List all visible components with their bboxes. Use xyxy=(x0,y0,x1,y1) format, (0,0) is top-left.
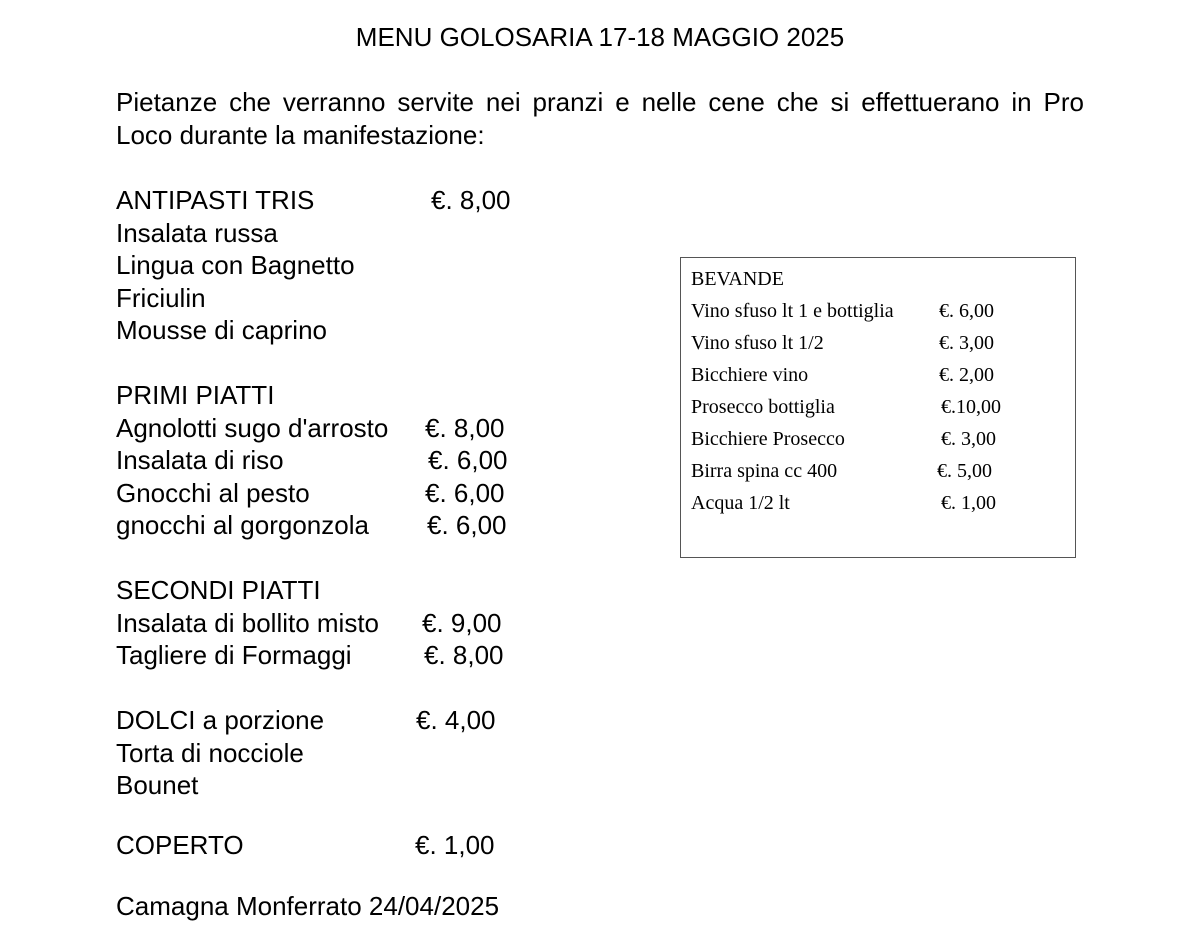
secondi-item: Insalata di bollito misto xyxy=(116,608,380,638)
antipasti-item: Lingua con Bagnetto xyxy=(116,250,355,280)
coperto-price: €. 1,00 xyxy=(415,830,495,860)
antipasti-price: €. 8,00 xyxy=(431,185,511,215)
antipasti-item: Insalata russa xyxy=(116,218,278,248)
bevande-item-price: €.10,00 xyxy=(941,396,1001,418)
bevande-item: Bicchiere vino xyxy=(691,364,809,386)
dolci-heading: DOLCI a porzione xyxy=(116,705,325,735)
dolci-price: €. 4,00 xyxy=(416,705,496,735)
dolci-item: Bounet xyxy=(116,770,199,800)
primi-item-price: €. 6,00 xyxy=(425,478,505,508)
bevande-item: Vino sfuso lt 1 e bottiglia xyxy=(691,300,894,322)
primi-item-price: €. 6,00 xyxy=(428,445,508,475)
bevande-item: Prosecco bottiglia xyxy=(691,396,835,418)
footer-place-date: Camagna Monferrato 24/04/2025 xyxy=(116,891,500,921)
page-title: MENU GOLOSARIA 17-18 MAGGIO 2025 xyxy=(355,22,845,52)
primi-item-price: €. 8,00 xyxy=(425,413,505,443)
bevande-item: Bicchiere Prosecco xyxy=(691,428,845,450)
secondi-item: Tagliere di Formaggi xyxy=(116,640,352,670)
antipasti-item: Friciulin xyxy=(116,283,206,313)
primi-heading: PRIMI PIATTI xyxy=(116,380,275,410)
secondi-item-price: €. 9,00 xyxy=(422,608,502,638)
secondi-heading: SECONDI PIATTI xyxy=(116,575,321,605)
primi-item: Insalata di riso xyxy=(116,445,284,475)
bevande-item-price: €. 5,00 xyxy=(937,460,992,482)
primi-item-price: €. 6,00 xyxy=(427,510,507,540)
secondi-item-price: €. 8,00 xyxy=(424,640,504,670)
bevande-item-price: €. 3,00 xyxy=(941,428,996,450)
bevande-box xyxy=(680,257,1076,558)
dolci-item: Torta di nocciole xyxy=(116,738,304,768)
coperto-label: COPERTO xyxy=(116,830,244,860)
intro-text: Pietanze che verranno servite nei pranzi e nelle cene che si effettuerano in Pro Loco durante la manifestazione: xyxy=(116,87,1084,150)
primi-item: Agnolotti sugo d'arrosto xyxy=(116,413,389,443)
primi-item: gnocchi al gorgonzola xyxy=(116,510,369,540)
bevande-item-price: €. 1,00 xyxy=(941,492,996,514)
bevande-heading: BEVANDE xyxy=(691,268,784,290)
antipasti-item: Mousse di caprino xyxy=(116,315,327,345)
bevande-item-price: €. 2,00 xyxy=(939,364,994,386)
bevande-item: Birra spina cc 400 xyxy=(691,460,838,482)
primi-item: Gnocchi al pesto xyxy=(116,478,310,508)
bevande-item-price: €. 3,00 xyxy=(939,332,994,354)
bevande-item-price: €. 6,00 xyxy=(939,300,994,322)
antipasti-heading: ANTIPASTI TRIS xyxy=(116,185,315,215)
bevande-item: Vino sfuso lt 1/2 xyxy=(691,332,824,354)
bevande-item: Acqua 1/2 lt xyxy=(691,492,790,514)
